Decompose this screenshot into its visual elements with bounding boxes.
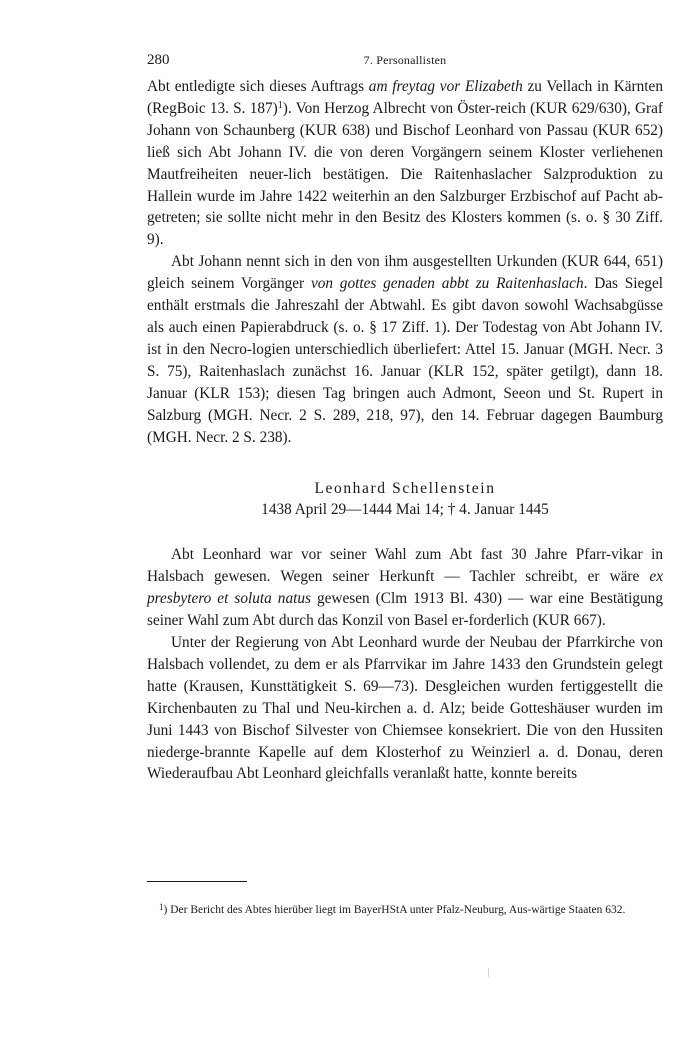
page-content: [147, 52, 663, 785]
text-run: Abt entledigte sich dieses Auftrags: [147, 78, 369, 95]
footnote-text: ) Der Bericht des Abtes hierüber liegt im BayerHStA unter Pfalz-Neuburg, Aus-wärtige Staaten 632.: [163, 904, 626, 916]
page-number: 280: [147, 52, 170, 68]
abbot-dates: 1438 April 29—1444 Mai 14; † 4. Januar 1445: [261, 501, 549, 519]
paragraph: [147, 632, 663, 785]
abbot-heading: [147, 478, 663, 521]
text-run: Abt Leonhard war vor seiner Wahl zum Abt fast 30 Jahre Pfarr-vikar in Halsbach gewesen. Wegen seiner Herkunft — Tachler schreibt, er wäre: [147, 546, 663, 586]
italic-quote: von gottes genaden abbt zu Raitenhaslach: [310, 275, 584, 293]
running-title: 7. Personallisten: [363, 53, 447, 67]
italic-quote: ex presbytero et soluta natus: [147, 568, 663, 608]
text-run: ). Von Herzog Albrecht von Öster-reich (KUR 629/630), Graf Johann von Schaunberg (KUR 638) und Bischof Leonhard von Passau (KUR 652) ließ sich Abt Johann IV. die von deren Vorgängern seinem Kloster verliehenen Mautfreiheiten neuer-lich bestätigen. Die Raitenhaslacher Salzproduktion zu Hallein wurde im Jahre 1422 weiterhin an den Salzburger Erzbischof auf Pacht ab-getreten; sie sollte nicht mehr in den Besitz des Klosters kommen (s. o. § 30 Ziff. 9).: [147, 99, 663, 249]
scan-artifact: [488, 968, 489, 977]
running-head: [147, 52, 663, 76]
text-run: Abt Johann nennt sich in den von ihm ausgestellten Urkunden (KUR 644, 651) gleich seinem Vorgänger: [147, 253, 663, 293]
paragraph: [147, 544, 663, 632]
text-run: Unter der Regierung von Abt Leonhard wurde der Neubau der Pfarrkirche von Halsbach vollendet, zu dem er als Pfarrvikar im Jahre 1433 den Grundstein gelegt hatte (Krausen, Kunsttätigkeit S. 69—73). Desgleichen wurden fertiggestellt die Kirchenbauten zu Thal und Neu-kirchen a. d. Alz; beide Gotteshäuser wurden im Juni 1443 von Bischof Silvester von Chiemsee konsekriert. Die von den Hussiten niederge-brannte Kapelle auf dem Klosterhof zu Weinzierl a. d. Donau, deren Wiederaufbau Abt Leonhard gleichfalls veranlaßt hatte, konnte bereits: [147, 634, 663, 783]
text-run: zu Vellach in Kärnten (RegBoic 13. S. 187): [147, 78, 663, 117]
footnote-divider: [147, 881, 247, 882]
footnote-reference: 1: [277, 99, 283, 111]
paragraph-continued: [147, 76, 663, 251]
footnote: [147, 902, 663, 919]
footnote-marker: 1: [159, 902, 164, 912]
paragraph: [147, 251, 663, 448]
abbot-name: Leonhard Schellenstein: [314, 480, 496, 498]
text-run: gewesen (Clm 1913 Bl. 430) — war eine Bestätigung seiner Wahl zum Abt durch das Konzil von Basel er-forderlich (KUR 667).: [147, 590, 663, 630]
italic-quote: am freytag vor Elizabeth: [368, 78, 523, 95]
body-text: [147, 76, 663, 785]
text-run: . Das Siegel enthält erstmals die Jahreszahl der Abtwahl. Es gibt davon sowohl Wachsabgüsse als auch einen Papierabdruck (s. o. § 17 Ziff. 1). Der Todestag von Abt Johann IV. ist in den Necro-logien unterschiedlich überliefert: Attel 15. Januar (MGH. Necr. 3 S. 75), Raitenhaslach zunächst 16. Januar (KLR 152, später getilgt), dann 18. Januar (KLR 153); diesen Tag bringen auch Admont, Seeon und St. Rupert in Salzburg (MGH. Necr. 2 S. 289, 218, 97), den 14. Februar dagegen Baumburg (MGH. Necr. 2 S. 238).: [147, 275, 663, 446]
